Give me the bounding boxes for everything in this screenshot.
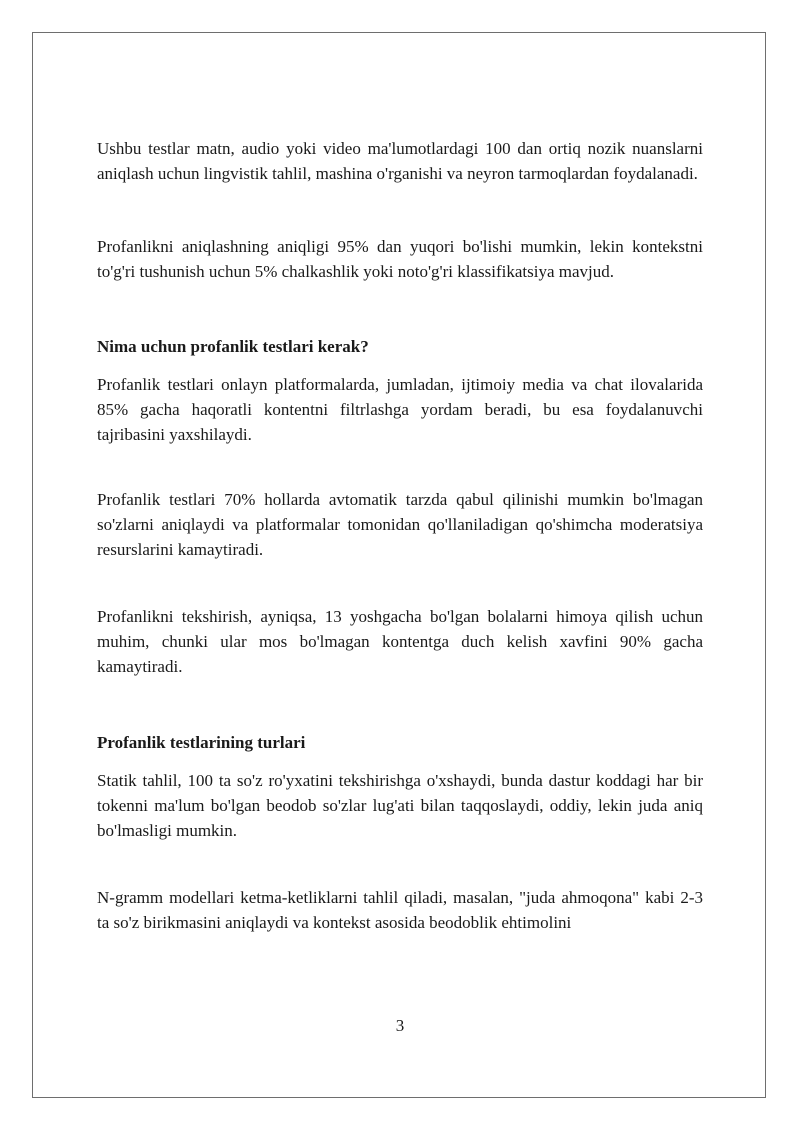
page-number: 3: [395, 1016, 405, 1035]
section-heading-why: Nima uchun profanlik testlari kerak?: [97, 337, 369, 356]
paragraph-types-2: N-gramm modellari ketma-ketliklarni tahlil qiladi, masalan, "juda ahmoqona" kabi 2-3 ta so'z birikmasini aniqlaydi va kontekst asosida beodoblik ehtimolini: [97, 888, 703, 932]
paragraph-types-1: Statik tahlil, 100 ta so'z ro'yxatini tekshirishga o'xshaydi, bunda dastur koddagi har bir tokenni ma'lum bo'lgan beodob so'zlar lug'ati bilan taqqoslaydi, oddiy, lekin juda aniq bo'lmasligi mumkin.: [97, 771, 703, 840]
paragraph-why-1: Profanlik testlari onlayn platformalarda, jumladan, ijtimoiy media va chat ilovalarida 85% gacha haqoratli kontentni filtrlashga yordam beradi, bu esa foydalanuvchi tajribasini yaxshilaydi.: [97, 375, 703, 444]
paragraph-intro-1: Ushbu testlar matn, audio yoki video ma'lumotlardagi 100 dan ortiq nozik nuanslarni aniqlash uchun lingvistik tahlil, mashina o'rganishi va neyron tarmoqlardan foydalanadi.: [97, 139, 703, 183]
document-body: [97, 136, 703, 935]
paragraph-why-3: Profanlikni tekshirish, ayniqsa, 13 yoshgacha bo'lgan bolalarni himoya qilish uchun muhim, chunki ular mos bo'lmagan kontentga duch kelish xavfini 90% gacha kamaytiradi.: [97, 607, 703, 676]
section-heading-types: Profanlik testlarining turlari: [97, 733, 306, 752]
paragraph-intro-2: Profanlikni aniqlashning aniqligi 95% dan yuqori bo'lishi mumkin, lekin kontekstni to'g'ri tushunish uchun 5% chalkashlik yoki noto'g'ri klassifikatsiya mavjud.: [97, 237, 703, 281]
paragraph-why-2: Profanlik testlari 70% hollarda avtomatik tarzda qabul qilinishi mumkin bo'lmagan so'zlarni aniqlaydi va platformalar tomonidan qo'llaniladigan qo'shimcha moderatsiya resurslarini kamaytiradi.: [97, 490, 703, 559]
